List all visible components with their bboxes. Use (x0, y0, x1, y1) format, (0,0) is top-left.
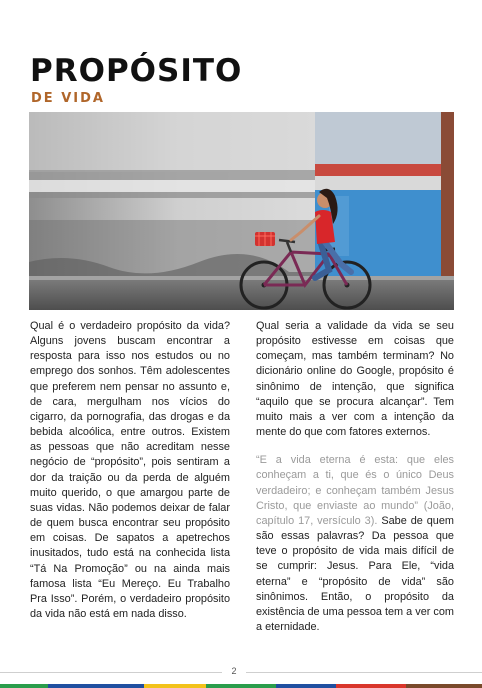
right-column (256, 319, 454, 648)
stripe-segment (206, 684, 276, 688)
bible-quote: “E a vida eterna é esta: que eles conheçam a ti, que és o único Deus verdadeiro; e conheçam também Jesus Cristo, que enviaste ao mundo” (João, capítulo 17, versículo 3). (256, 454, 454, 527)
girl-riding-bicycle-photo (29, 112, 454, 310)
stripe-segment (0, 684, 48, 688)
page-number: 2 (231, 666, 237, 676)
footer-divider-left (0, 672, 222, 673)
footer-divider-right (246, 672, 482, 673)
right-paragraph: Qual seria a validade da vida se seu propósito estivesse em coisas que começam, mas também terminam? No dicionário online do Google, propósito é sinônimo de intenção, que significa “aquilo que se procura alcançar”. Tem muito mais a ver com a intenção da mente do que com fatores externos. (256, 320, 454, 439)
page-title: PROPÓSITO (30, 53, 243, 89)
stripe-segment (48, 684, 144, 688)
footer-color-stripe (0, 684, 482, 688)
right-paragraph-quote (256, 453, 454, 635)
stripe-segment (144, 684, 206, 688)
stripe-segment (336, 684, 406, 688)
stripe-segment (406, 684, 482, 688)
left-column (30, 319, 230, 635)
page-subtitle: DE VIDA (31, 91, 105, 106)
stripe-segment (276, 684, 336, 688)
quote-followup: Sabe de quem são essas palavras? Da pessoa que teve o propósito de vida mais difícil de se cumprir: Jesus. Para Ele, “vida eterna” e “propósito de vida” são sinônimos. Então, o propósito da existência de uma pessoa tem a ver com a eternidade. (256, 514, 454, 633)
left-paragraph: Qual é o verdadeiro propósito da vida? Alguns jovens buscam encontrar a resposta para isso nos estudos ou no emprego dos sonhos. Têm adolescentes que preferem nem pensar no assunto e, de cara, mergulham nos vícios do cigarro, da pornografia, das drogas e da bebida alcoólica, entre outros. Existem as pessoas que não acreditam nesse negócio de “propósito”, pois sentiram a dor da traição ou da perda de alguém muito querido, o que amargou parte de suas vidas. Não podemos deixar de falar de quem busca encontrar seu propósito em coisas. De sapatos a apetrechos inusitados, tudo está na conhecida lista “Tá Na Promoção” ou na ainda mais famosa lista “Eu Mereço. Eu Trabalho Pra Isso”. Porém, o verdadeiro propósito da vida não está em nada disso. (30, 320, 230, 620)
